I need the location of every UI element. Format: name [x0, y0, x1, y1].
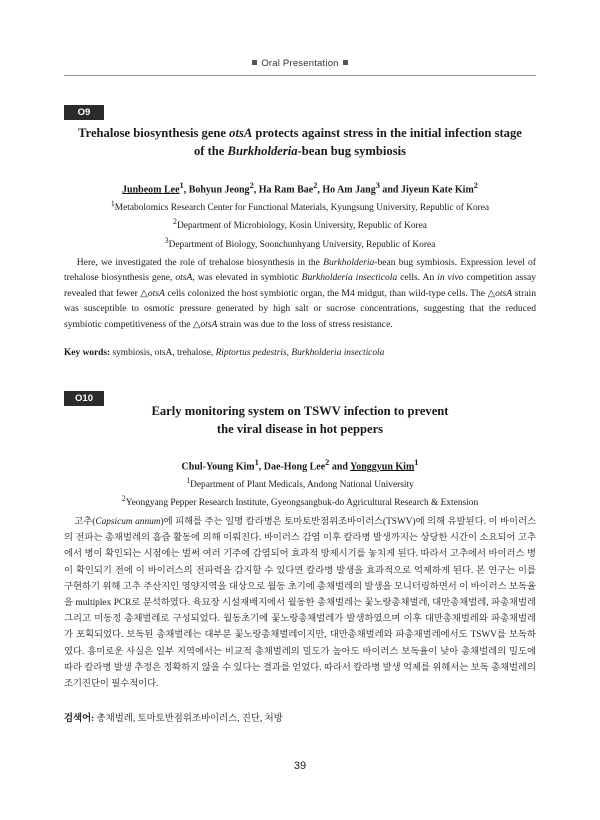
header-divider [64, 75, 536, 76]
affiliation: $^2$Yeongyang Pepper Research Institute, Gyeongsangbuk-do Agricultural Research & Extension [121, 494, 479, 509]
affiliation: $^1$Metabolomics Research Center for Functional Materials, Kyungsung University, Republic of Korea [110, 199, 490, 214]
author-list: Junbeom Lee$^1$, Bohyun Jeong$^2$, Ha Ram Bae$^2$, Ho Am Jang$^3$ and Jiyeun Kate Kim$^2$ [122, 181, 478, 196]
abstract-title-line-2: the viral disease in hot peppers [216, 422, 384, 436]
abstract-id-badge: O10 [64, 391, 104, 406]
abstract-title-line-2: of the Burkholderia-bean bug symbiosis [193, 144, 407, 158]
affiliation: $^3$Department of Biology, Soonchunhyang University, Republic of Korea [164, 235, 436, 250]
abstract-title [64, 402, 536, 438]
keywords-label: 검색어: [64, 714, 95, 724]
affiliation: $^2$Department of Microbiology, Kosin University, Republic of Korea [173, 217, 427, 232]
section-header [0, 58, 600, 69]
abstract-id-badge: O9 [64, 105, 104, 120]
author-list: Chul-Young Kim$^1$, Dae-Hong Lee$^2$ and Yonggyun Kim$^1$ [181, 458, 419, 473]
abstract-body: Here, we investigated the role of trehalose biosynthesis in the Burkholderia-bean bug symbiosis. Expression level of trehalose biosynthesis gene, otsA, was elevated in symbiotic Burkholderia insecticola cells. An in vivo competition assay revealed that fewer △otsA cells colonized the host symbiotic organ, the M4 midgut, than wild-type cells. The △otsA strain was susceptible to osmotic pressure generated by high salt or sucrose concentrations, suggesting that the reduced symbiotic competitiveness of the △otsA strain was due to the loss of stress resistance. [64, 257, 537, 330]
abstract-title-line-1: Early monitoring system on TSWV infection to prevent [151, 404, 449, 418]
section-header-label: Oral Presentation [261, 58, 339, 69]
keywords-text: 총채벌레, 토마토반점위조바이러스, 진단, 처방 [96, 714, 283, 724]
abstract-title [64, 124, 536, 160]
author-block [64, 179, 536, 252]
abstract-title-line-1: Trehalose biosynthesis gene otsA protects against stress in the initial infection stage [78, 126, 522, 140]
keywords-label: Key words: [64, 348, 111, 358]
keywords: Key words: symbiosis, otsA, trehalose, Riptortus pedestris, Burkholderia insecticola [64, 348, 385, 358]
square-bullet-icon [252, 60, 257, 65]
abstract-body: 고추(Capsicum annum)에 피해를 주는 일명 칼라병은 토마토반점위조바이러스(TSWV)에 의해 유발된다. 이 바이러스의 전파는 총채벌레의 흡즙 활동에 의해 이뤄진다. 바이러스 감염 이후 칼라병 발생까지는 상당한 시간이 소요되어 고추에서 병이 확인되는 시점에는 벌써 여러 기주에 감염되어 효과적 방제시기를 놓치게 된다. 따라서 고추에서 바이러스 병이 확인되기 전에 이 바이러스의 전파력을 감지할 수 있다면 칼라병 발생을 효과적으로 억제하게 된다. 본 연구는 이를 구현하기 위해 고추 주산지인 영양지역을 대상으로 월동 초기에 총채벌레의 발생을 모니터링하면서 이 바이러스 보독율을 multiplex PCR로 분석하였다. 육묘장 시설재배지에서 월동한 총채벌레는 꽃노랑총채벌레, 대만총채벌레, 파총채벌레 그리고 미동정 총채벌레로 구성되었다. 월동초기에 꽃노랑총채벌레가 발생하였으며 이후 대만총채벌레와 파총채벌레가 포획되었다. 보독된 총채벌레는 대부분 꽃노랑총채벌레이지만, 대만총채벌레와 파총채벌레에서도 TSWV를 보독하였다. 흥미로운 사실은 일부 지역에서는 비교적 총채벌레의 밀도가 높아도 바이러스 보독율이 낮아 총채벌레의 밀도에 따라 칼라병 발생 추정은 정확하지 않을 수 있다는 결과를 얻었다. 따라서 칼라병 발생 억제를 위해서는 보독 총채벌레의 조기진단이 필수적이다. [64, 517, 536, 690]
affiliation: $^1$Department of Plant Medicals, Andong National University [186, 476, 414, 491]
author-block [64, 456, 536, 511]
keywords [64, 712, 536, 726]
square-bullet-icon [343, 60, 348, 65]
page-number: 39 [293, 760, 307, 772]
